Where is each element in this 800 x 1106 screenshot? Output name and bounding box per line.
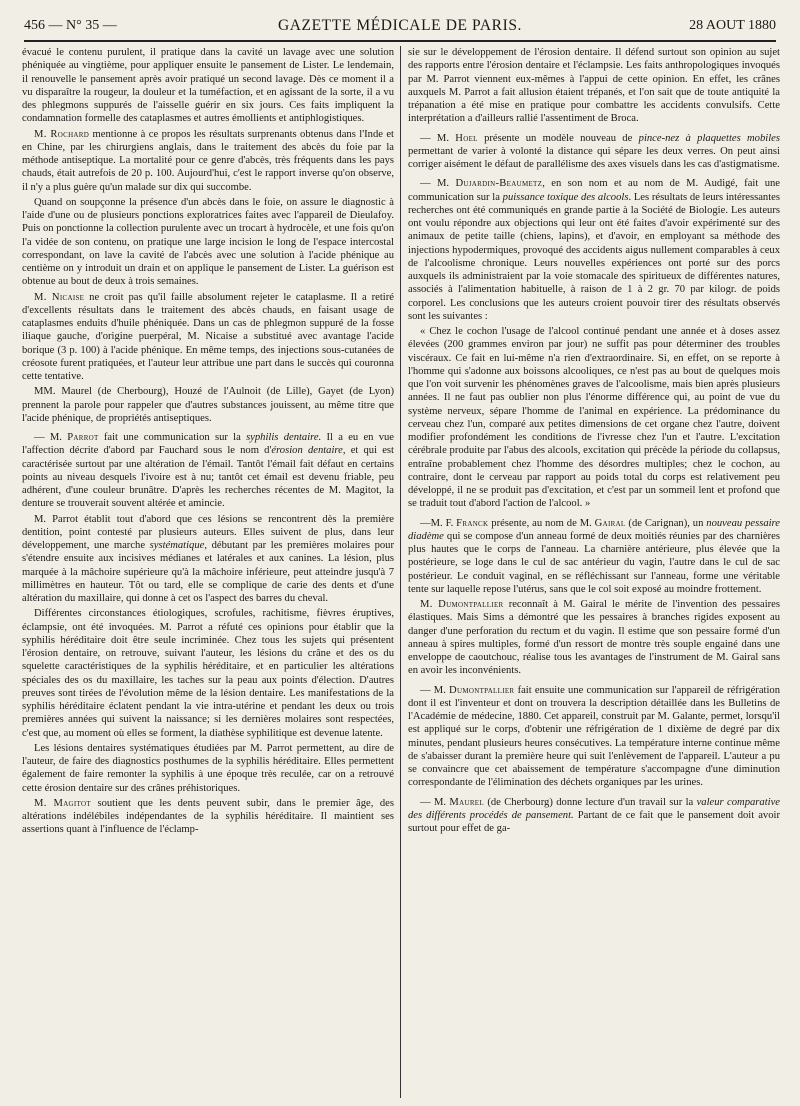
- term: érosion dentaire: [271, 445, 343, 457]
- paragraph: sie sur le développement de l'érosion dentaire. Il défend surtout son opinion au sujet des rapports entre l'érosion dentaire et l'éclampsie. Les faits anthropologiques invoqués par M. Parrot viennent eux-mêmes à l'appui de cette opinion. En effet, les crânes auxquels M. Parrot a fait allusion étaient trépanés, et l'on sait que de toute antiquité la trépanation a été mise en pratique pour combattre les accidents convulsifs. Cette interprétation a d'ailleurs rallié l'assentiment de Broca.: [408, 47, 780, 125]
- left-column: [22, 46, 394, 1098]
- issue-date: 28 AOUT 1880: [689, 18, 776, 33]
- paragraph: — M. Parrot fait une communication sur la syphilis dentaire. Il a eu en vue l'affection décrite d'abord par Fauchard sous le nom d'érosion dentaire, et qui est caractérisée surtout par une altération de l'émail. Tantôt l'émail fait défaut en certains points au niveau desquels l'ivoire est à nu; tantôt cet émail est devenu friable, peu adhérent, d'une couleur brunâtre. D'après les recherches récentes de M. Magitot, la denture se trouverait souvent altérée et amincie.: [22, 432, 394, 510]
- paragraph: — M. Dumontpallier fait ensuite une communication sur l'appareil de réfrigération dont il est l'inventeur et dont on trouvera la description détaillée dans les Bulletins de l'Académie de médecine, 1880. Cet appareil, construit par M. Galante, permet, lorsqu'il est appliqué sur le corps, d'obtenir une réfrigération de 1 dixième de degré par dix minutes, pendant plusieurs heures consécutives. La température interne continue même de s'abaisser durant la première heure qui suit l'enlèvement de l'appareil. L'auteur a pu se convaincre que cet abaissement de température s'accompagne d'une diminution correspondante de l'élimination des déchets organiques par les urines.: [408, 684, 780, 789]
- term: systématique: [149, 540, 205, 551]
- speaker-name: Dumontpallier: [449, 684, 515, 696]
- page-number: 456 — N° 35 —: [24, 18, 117, 33]
- speaker-name: M. Nicaise: [34, 291, 85, 303]
- paragraph: Quand on soupçonne la présence d'un abcès dans le foie, on assure le diagnostic à l'aide d'une ou de plusieurs ponctions exploratrices faites avec l'appareil de Dieulafoy. Puis on ponctionne la collection purulente avec un trocart à hydrocèle, et une fois qu'on l'a vidée de son contenu, on pratique une large incision le long de l'espace intercostal correspondant, on lave la cavité de l'abcès avec une solution à l'acide phénique au centième on y introduit un drain et on applique le pansement de Lister. La guérison est obtenue au bout de deux à trois semaines.: [22, 196, 394, 288]
- term: nouveau pessaire diadème: [408, 517, 780, 542]
- paragraph: M. Nicaise ne croit pas qu'il faille absolument rejeter le cataplasme. Il a retiré d'excellents résultats dans le traitement des abcès chauds, en faisant usage de cataplasmes enduits d'huile phéniquée. Dans un cas de phlegmon suppuré de la fosse iliaque gauche, d'origine puerpéral, M. Nicaise a substitué avec avantage l'acide borique (3 p. 100) à l'acide phénique. En même temps, des injections sous-cutanées de créosote furent pratiquées, et l'auteur leur attribue une part dans le succès qui couronna cette tentative.: [22, 291, 394, 382]
- speaker-name: M. Dumontpallier: [420, 599, 504, 610]
- paragraph: — M. Hoel présente un modèle nouveau de pince-nez à plaquettes mobiles permettant de varier à volonté la distance qui sépare les deux verres. On peut ainsi corriger aisément le défaut de parallélisme des axes visuels dans les cas d'astigmatisme.: [408, 132, 780, 170]
- term: valeur comparative des différents procédés de pansement.: [408, 796, 780, 821]
- right-column: [408, 46, 780, 1098]
- paragraph: M. Rochard mentionne à ce propos les résultats surprenants obtenus dans l'Inde et en Chine, par les chirurgiens anglais, dans le traitement des abcès du foie par la méthode antiseptique. La mortalité pour ce genre d'abcès, très fréquents dans les pays chauds, était autrefois de 20 p. 100. Aujourd'hui, c'est le rapport inverse qu'on observe, il n'y a plus guère qu'un malade sur dix qui succombe.: [22, 128, 394, 193]
- speaker-name: Gairal: [594, 517, 626, 529]
- paragraph: M. Magitot soutient que les dents peuvent subir, dans le premier âge, des altérations indélébiles indépendantes de la syphilis héréditaire. Il maintient ses assertions quant à l'influence de l'éclamp-: [22, 797, 394, 836]
- term: pince-nez à plaquettes mobiles: [638, 132, 780, 144]
- speaker-name: Parrot: [67, 432, 99, 443]
- speaker-name: Dujardin-Beaumetz: [455, 178, 543, 190]
- paragraph: Les lésions dentaires systématiques étudiées par M. Parrot permettent, au dire de l'auteur, de faire des diagnostics posthumes de la syphilis héréditaire. Elles permettent également de faire remonter la syphilis à une époque très reculée, car on a retrouvé cette érosion dentaire sur des crânes préhistoriques.: [22, 742, 394, 794]
- speaker-name: Maurel: [449, 796, 484, 808]
- paragraph: Différentes circonstances étiologiques, scrofules, rachitisme, fièvres éruptives, éclampsie, ont été invoquées. M. Parrot a réfuté ces opinions pour établir que la syphilis héréditaire doit être seule incriminée. Chez tous les sujets qui présentent l'érosion dentaire, on retrouve, suivant l'auteur, les lésions du crâne et des os du squelette caractéristiques de la syphilis héréditaire, et en particulier les altérations spéciales des os du maxillaire, les taches sur la peau aux points d'élection. D'autres preuves sont tirées de l'évolution même de la lésion dentaire. Les manifestations de la syphilis héréditaire éclatent pendant la vie intra-utérine et pendant les deux ou trois premières années qui suivent la naissance; si les dernières molaires sont respectées, c'est que, au moment où elles se forment, la diathèse syphilitique est devenue latente.: [22, 608, 394, 739]
- speaker-name: Franck: [456, 517, 489, 529]
- paragraph: M. Dumontpallier reconnaît à M. Gairal le mérite de l'invention des pessaires élastiques. Mais Sims a démontré que les pessaires à branches rigides exposent au danger d'une perforation du rectum et du vagin. Il estime que son pessaire formé d'un anneau à spires multiples, formé d'un ressort de montre très souple engainé dans une enveloppe de caoutchouc, réalise tous les avantages de l'instrument de M. Gairal sans en avoir les inconvénients.: [408, 599, 780, 677]
- quotation: « Chez le cochon l'usage de l'alcool continué pendant une année et à doses assez élevées (200 grammes environ par jour) ne suffit pas pour déterminer des troubles viscéraux. Ce fait en lui-même n'a rien d'extraordinaire. Si, en effet, on se reporte à l'homme qui s'adonne aux boissons alcooliques, ce n'est pas au bout de quelques mois que l'on voit survenir les phénomènes graves de l'alcoolisme, mais bien après plusieurs années. Il ne faut pas oublier non plus l'énorme différence qui, au point de vue du système nerveux, sépare l'homme de l'animal en expérience. La prédominance du cerveau chez l'un, comparé aux petites dimensions de cet organe chez l'autre, doivent modifier profondément les conditions de l'ivresse chez l'un et l'autre. L'excitation cérébrale produite par l'abus des alcools, excitation qui précède la période du collapsus, entraîne probablement chez l'homme des désordres multiples; chez le cochon, au contraire, dont le cerveau par rapport au poids total du corps est relativement peu développé, il ne se produit pas d'excitation, et c'est par un sommeil lent et profond que se traduit tout d'abord l'action de l'alcool. »: [408, 326, 780, 510]
- speaker-name: M. Rochard: [34, 128, 90, 140]
- speaker-name: Hoel: [455, 132, 478, 144]
- column-divider: [400, 46, 401, 1098]
- header-rule: [24, 40, 776, 42]
- paragraph: — M. Dujardin-Beaumetz, en son nom et au nom de M. Audigé, fait une communication sur la puissance toxique des alcools. Les résultats de leurs intéressantes recherches ont été communiqués en grande partie à la Société de Biologie. Les auteurs ont voulu répondre aux objections qui leur ont été faites d'avoir expérimenté sur des animaux de petite taille (chiens, lapins), et d'avoir, en employant sa méthode des injections hypodermiques, provoqué des accidents aigus nullement comparables à ceux de l'alcoolisme chronique. Leurs nouvelles expériences ont porté sur des porcs auxquels ils administraient par la voie stomacale des spiritueux de différentes natures, associés à l'alimentation habituelle, à raison de 1 à 2 gr. 70 par kilogr. de poids corporel. Les conclusions que les auteurs croient pouvoir tirer des résultats observés sont les suivantes :: [408, 178, 780, 322]
- speaker-name: M. Magitot: [34, 797, 91, 809]
- paragraph: — M. Maurel (de Cherbourg) donne lecture d'un travail sur la valeur comparative des différents procédés de pansement. Partant de ce fait que le pansement doit avoir surtout pour effet de ga-: [408, 796, 780, 834]
- paragraph: M. Parrot établit tout d'abord que ces lésions se rencontrent dès la première dentition, point contesté par plusieurs auteurs. Elles suivent de plus, dans leur développement, une marche systématique, débutant par les premières molaires pour s'étendre ensuite aux incisives médianes et latérales et aux canines. La lésion, plus marquée à la mâchoire supérieure qu'à la mâchoire inférieure, peut atteindre jusqu'à 7 millimètres en hauteur. Tôt ou tard, elle se complique de carie des dents et d'une altération du maxillaire, qui donne à cet os l'aspect des barres du cheval.: [22, 513, 394, 604]
- term: puissance toxique des alcools: [502, 191, 629, 203]
- journal-title: GAZETTE MÉDICALE DE PARIS.: [277, 17, 523, 34]
- paragraph: évacué le contenu purulent, il pratique dans la cavité un lavage avec une solution phéniquée au vingtième, pour appliquer ensuite le pansement de Lister. Le lendemain, il renouvelle le pansement après avoir pratiqué un second lavage. Dès ce moment il a vu disparaître la rougeur, la douleur et la tuméfaction, et en agissant de la sorte, il a vu des phlegmons suppurés de l'aisselle guérir en six jours. Ces faits impliquent la condamnation formelle des cataplasmes et autres émollients et antiphlogistiques.: [22, 47, 394, 125]
- topic-title: syphilis dentaire.: [246, 432, 322, 443]
- paragraph: —M. F. Franck présente, au nom de M. Gairal (de Carignan), un nouveau pessaire diadème qui se compose d'un anneau formé de deux moitiés réunies par des charnières plus hautes que le corps de l'anneau. La charnière antérieure, plus élevée que la postérieure, se loge dans le cul de sac antérieur du vagin, l'autre dans le cul de sac postérieur. Le conduit vaginal, en se réfléchissant sur l'anneau, forme une véritable tente sur laquelle repose l'utérus, sans que le col soit exposé au moindre frottement.: [408, 517, 780, 595]
- page-header: [24, 14, 776, 38]
- paragraph: MM. Maurel (de Cherbourg), Houzé de l'Aulnoit (de Lille), Gayet (de Lyon) prennent la parole pour rappeler que d'autres substances jouissent, au même titre que l'acide phénique, de propriétés antiseptiques.: [22, 386, 394, 424]
